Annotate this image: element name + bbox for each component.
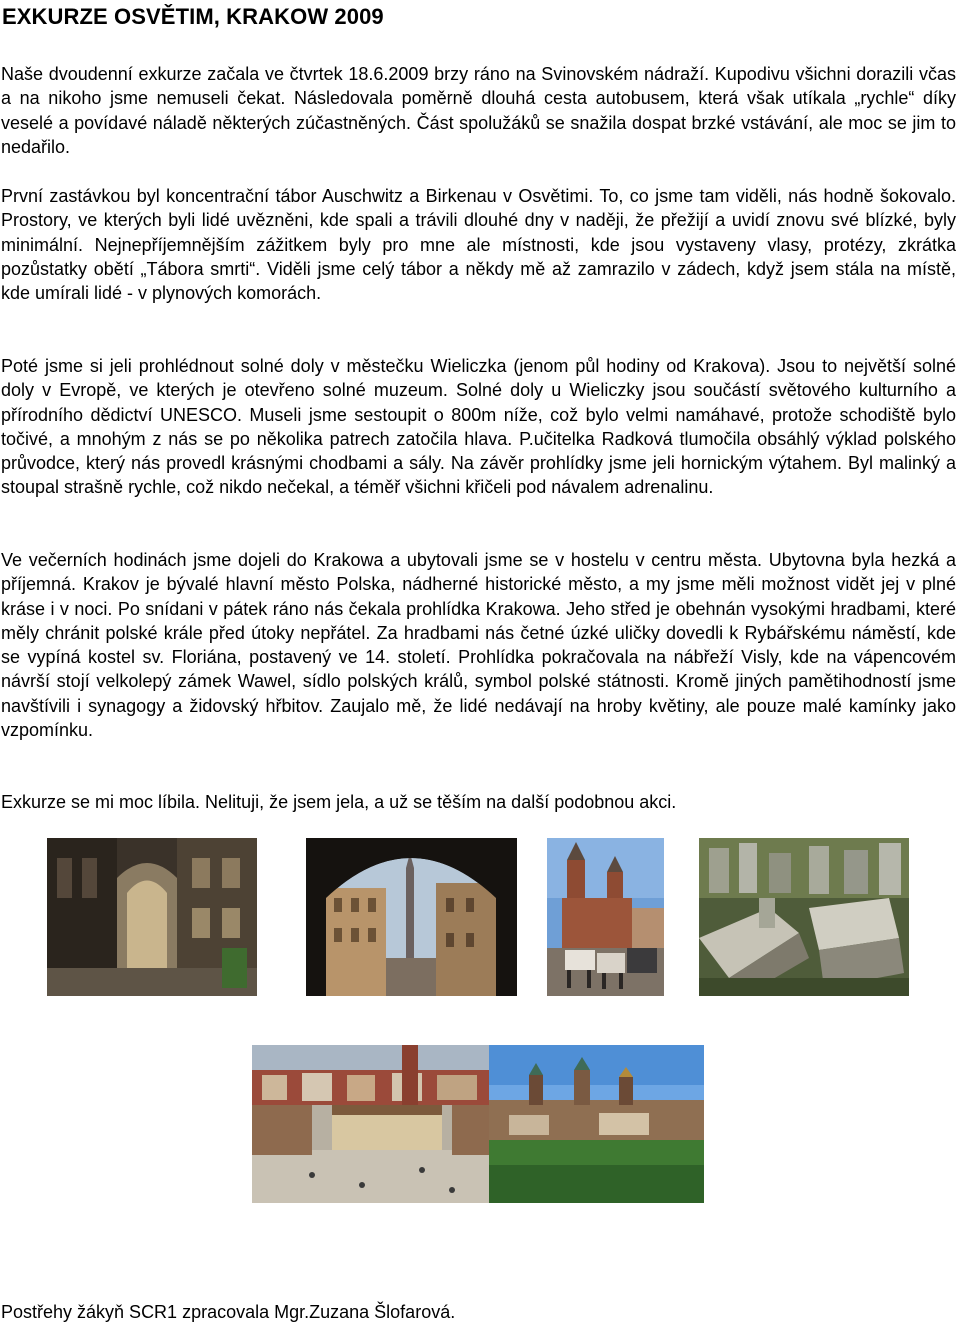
paragraph-intro: Naše dvoudenní exkurze začala ve čtvrtek 18.6.2009 brzy ráno na Svinovském nádraží. Kupodivu všichni dorazili včas a na nikoho jsme nemuseli čekat. Následovala poměrně dlouhá cesta autobusem, která však utíkala „rychle“ díky veselé a povídavé náladě některých zúčastněných. Část spolužáků se snažila dospat brzké vstávání, ale moc se jim to nedařilo. — [1, 64, 956, 157]
photo-market-square-panorama — [252, 1045, 489, 1203]
paragraph-wieliczka: Poté jsme si jeli prohlédnout solné doly v městečku Wieliczka (jenom půl hodiny od Krakova). Jsou to největší solné doly v Evropě, ve kterých je otevřeno solné muzeum. Solné doly u Wieliczky jsou součástí světového kulturního a přírodního dědictví UNESCO. Museli jsme sestoupit o 800m níže, což bylo velmi namáhavé, protože schodiště bylo točivé, a mnohým z nás se po několika patrech zatočila hlava. P.učitelka Radková tlumočila obsáhlý výklad polského průvodce, který nás provedl krásnými chodbami a sály. Na závěr prohlídky jsme jeli hornickým výtahem. Byl malinký a stoupal strašně rychle, což nikdo nečekal, a téměř všichni křičeli pod návalem adrenalinu. — [1, 356, 956, 498]
photo-jewish-cemetery — [699, 838, 909, 996]
paragraph-conclusion: Exkurze se mi moc líbila. Nelituji, že jsem jela, a už se těším na další podobnou akci. — [1, 792, 677, 812]
page-title: EXKURZE OSVĚTIM, KRAKOW 2009 — [2, 4, 384, 29]
photo-wawel-castle — [489, 1045, 704, 1203]
photo-courtyard — [47, 838, 257, 996]
paragraph-auschwitz: První zastávkou byl koncentrační tábor Auschwitz a Birkenau v Osvětimi. To, co jsme tam viděli, nás hodně šokovalo. Prostory, ve kterých byli lidé uvězněni, kde spali a trávili dlouhé dny v naději, že přežijí a uvidí znovu své blízké, byly minimální. Nejnepříjemnějším zážitkem byly pro mne ale místnosti, kde jsou vystaveny vlasy, protézy, zkrátka pozůstatky obětí „Tábora smrti“. Viděli jsme celý tábor a někdy mě až zamrazilo v zádech, když jsem stála na místě, kde umírali lidé - v plynových komorách. — [1, 186, 956, 304]
photo-basilica-carriage — [547, 838, 664, 996]
paragraph-krakow: Ve večerních hodinách jsme dojeli do Krakowa a ubytovali jsme se v hostelu v centru města. Ubytovna byla hezká a příjemná. Krakov je bývalé hlavní město Polska, nádherné historické město, a my jsme měli možnost vidět jej v plné kráse i v noci. Po snídani v pátek ráno nás čekala prohlídka Krakowa. Jeho střed je obehnán vysokými hradbami, které měly chránit polské krále před útoky nepřátel. Za hradbami nás četné úzké uličky dovedli k Rybářskému náměstí, kde se vypíná kostel sv. Floriána, postavený ve 14. století. Prohlídka pokračovala na nábřeží Visly, kde na vápencovém návrší stojí velkolepý zámek Wawel, sídlo polských králů, symbol polské státnosti. Kromě jiných pamětihodností jsme navštívili i synagogy a židovský hřbitov. Zaujalo mě, že lidé nedávají na hroby květiny, ale pouze malé kamínky jako vzpomínku. — [1, 550, 956, 741]
photo-street-archway — [306, 838, 517, 996]
footer-credit: Postřehy žákyň SCR1 zpracovala Mgr.Zuzana Šlofarová. — [1, 1302, 456, 1322]
